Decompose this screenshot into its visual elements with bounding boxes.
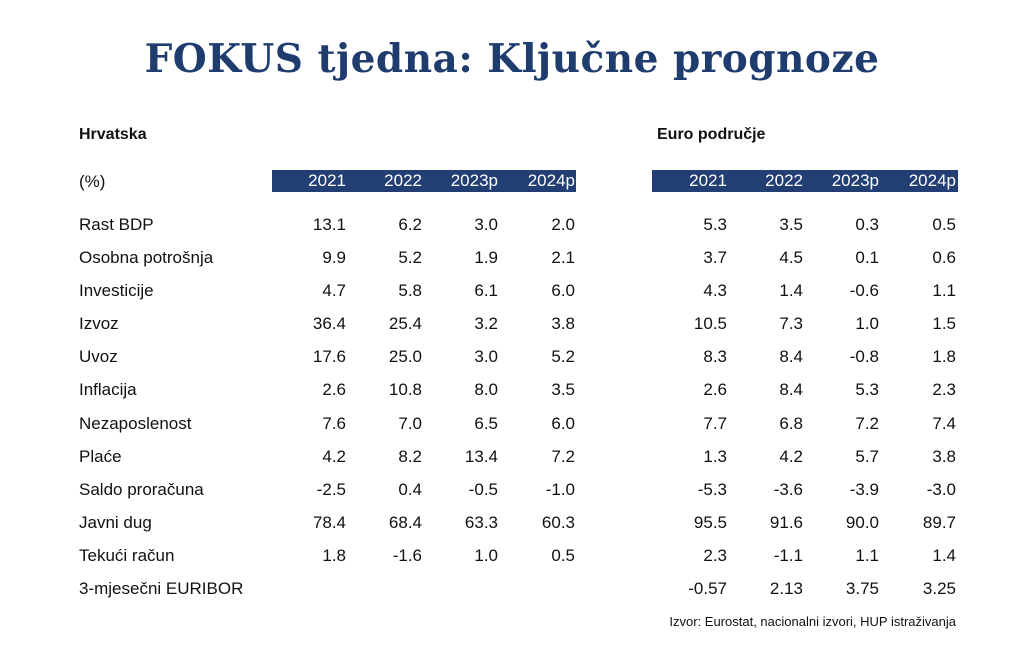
cell-hrvatska: 13.1 — [312, 215, 346, 234]
cell-euro: 0.5 — [932, 215, 956, 234]
forecast-table — [0, 211, 1024, 608]
cell-euro: 0.6 — [932, 248, 956, 268]
cell-hrvatska: 0.5 — [551, 545, 575, 565]
cell-euro: 95.5 — [693, 512, 727, 532]
row-label: Inflacija — [79, 380, 137, 400]
cell-hrvatska: -0.5 — [468, 479, 498, 499]
table-row — [0, 244, 1024, 277]
cell-hrvatska: 1.9 — [474, 248, 498, 268]
cell-hrvatska: 78.4 — [312, 512, 346, 532]
cell-euro: 4.5 — [779, 248, 803, 268]
cell-euro: 3.7 — [703, 248, 727, 268]
cell-hrvatska: 7.6 — [322, 413, 346, 433]
cell-hrvatska: 10.8 — [388, 380, 422, 400]
cell-hrvatska: 6.0 — [551, 281, 575, 301]
cell-hrvatska: 2.6 — [322, 380, 346, 400]
header-euro-1: 2022 — [765, 171, 803, 190]
cell-hrvatska: 3.0 — [474, 215, 498, 234]
page-title: FOKUS tjedna: Ključne prognoze — [144, 36, 880, 82]
cell-hrvatska: 60.3 — [541, 512, 575, 532]
cell-euro: 8.3 — [703, 347, 727, 367]
row-label: Rast BDP — [79, 215, 154, 234]
cell-euro: 4.2 — [779, 446, 803, 466]
source-note: Izvor: Eurostat, nacionalni izvori, HUP istraživanja — [669, 614, 956, 629]
cell-euro: 3.75 — [845, 579, 879, 599]
row-label: Izvoz — [79, 314, 119, 334]
table-row — [0, 443, 1024, 476]
row-label: Tekući račun — [79, 545, 175, 565]
cell-euro: 6.8 — [779, 413, 803, 433]
cell-euro: 7.3 — [779, 314, 803, 334]
cell-euro: 2.6 — [703, 380, 727, 400]
cell-euro: -0.6 — [849, 281, 879, 301]
cell-hrvatska: 36.4 — [312, 314, 346, 334]
cell-euro: 1.1 — [932, 281, 956, 301]
cell-euro: 7.7 — [703, 413, 727, 433]
cell-hrvatska: 0.4 — [398, 479, 422, 499]
cell-euro: 0.3 — [855, 215, 879, 234]
cell-euro: 90.0 — [845, 512, 879, 532]
row-label: Osobna potrošnja — [79, 248, 214, 268]
cell-euro: 1.4 — [779, 281, 803, 301]
cell-euro: 2.13 — [769, 579, 803, 599]
table-row — [0, 476, 1024, 509]
row-label: Javni dug — [79, 512, 152, 532]
cell-euro: 91.6 — [769, 512, 803, 532]
table-row — [0, 211, 1024, 244]
table-row — [0, 542, 1024, 575]
cell-hrvatska: 6.1 — [474, 281, 498, 301]
cell-hrvatska: 3.5 — [551, 380, 575, 400]
table-row — [0, 277, 1024, 310]
cell-euro: 5.7 — [855, 446, 879, 466]
cell-euro: 7.4 — [932, 413, 956, 433]
row-label: Saldo proračuna — [79, 479, 204, 499]
table-row — [0, 410, 1024, 443]
cell-euro: -3.9 — [849, 479, 879, 499]
header-euro-2: 2023p — [831, 171, 879, 190]
cell-hrvatska: -1.6 — [392, 545, 422, 565]
cell-euro: 2.3 — [703, 545, 727, 565]
cell-hrvatska: -2.5 — [316, 479, 346, 499]
row-label: Nezaposlenost — [79, 413, 192, 433]
cell-euro: 8.4 — [779, 380, 803, 400]
row-label: 3-mjesečni EURIBOR — [79, 579, 244, 599]
cell-hrvatska: 8.0 — [474, 380, 498, 400]
cell-euro: -1.1 — [773, 545, 803, 565]
cell-hrvatska: 68.4 — [388, 512, 422, 532]
cell-euro: 4.3 — [703, 281, 727, 301]
cell-hrvatska: 6.5 — [474, 413, 498, 433]
header-euro-3: 2024p — [908, 171, 956, 190]
cell-euro: -0.8 — [849, 347, 879, 367]
cell-hrvatska: 3.2 — [474, 314, 498, 334]
table-row — [0, 376, 1024, 409]
table-row — [0, 509, 1024, 542]
cell-hrvatska: 3.0 — [474, 347, 498, 367]
table-row — [0, 310, 1024, 343]
cell-hrvatska: 13.4 — [464, 446, 498, 466]
cell-hrvatska: 6.2 — [398, 215, 422, 234]
cell-euro: 3.8 — [932, 446, 956, 466]
header-hrvatska-1: 2022 — [384, 171, 422, 190]
section-label-euro-podrucje: Euro područje — [657, 126, 766, 143]
cell-hrvatska: 5.8 — [398, 281, 422, 301]
cell-euro: 1.8 — [932, 347, 956, 367]
cell-euro: 3.25 — [922, 579, 956, 599]
cell-hrvatska: 17.6 — [312, 347, 346, 367]
cell-hrvatska: 4.7 — [322, 281, 346, 301]
cell-euro: 1.5 — [932, 314, 956, 334]
header-hrvatska-3: 2024p — [527, 171, 575, 190]
cell-euro: 5.3 — [855, 380, 879, 400]
header-hrvatska-0: 2021 — [308, 171, 346, 190]
cell-hrvatska: 4.2 — [322, 446, 346, 466]
cell-hrvatska: 1.0 — [474, 545, 498, 565]
cell-hrvatska: 1.8 — [322, 545, 346, 565]
cell-euro: 2.3 — [932, 380, 956, 400]
cell-hrvatska: 6.0 — [551, 413, 575, 433]
cell-hrvatska: 7.2 — [551, 446, 575, 466]
cell-hrvatska: 25.4 — [388, 314, 422, 334]
cell-hrvatska: 5.2 — [551, 347, 575, 367]
cell-hrvatska: -1.0 — [545, 479, 575, 499]
cell-euro: 8.4 — [779, 347, 803, 367]
cell-hrvatska: 8.2 — [398, 446, 422, 466]
table-row — [0, 343, 1024, 376]
row-label: Plaće — [79, 446, 122, 466]
cell-euro: -3.6 — [773, 479, 803, 499]
cell-hrvatska: 25.0 — [388, 347, 422, 367]
row-label: Uvoz — [79, 347, 118, 367]
row-label: Investicije — [79, 281, 154, 301]
cell-euro: 10.5 — [693, 314, 727, 334]
section-label-hrvatska: Hrvatska — [79, 126, 147, 143]
cell-euro: 1.0 — [855, 314, 879, 334]
cell-hrvatska: 2.0 — [551, 215, 575, 234]
cell-euro: 0.1 — [855, 248, 879, 268]
cell-euro: -5.3 — [697, 479, 727, 499]
cell-euro: 89.7 — [922, 512, 956, 532]
cell-euro: 1.4 — [932, 545, 956, 565]
header-hrvatska-2: 2023p — [450, 171, 498, 190]
units-label: (%) — [79, 172, 106, 191]
cell-hrvatska: 7.0 — [398, 413, 422, 433]
cell-euro: -3.0 — [926, 479, 956, 499]
cell-euro: 1.1 — [855, 545, 879, 565]
cell-euro: 5.3 — [703, 215, 727, 234]
cell-hrvatska: 2.1 — [551, 248, 575, 268]
header-euro-0: 2021 — [689, 171, 727, 190]
cell-euro: 7.2 — [855, 413, 879, 433]
cell-hrvatska: 63.3 — [464, 512, 498, 532]
table-row — [0, 575, 1024, 608]
cell-euro: 1.3 — [703, 446, 727, 466]
cell-hrvatska: 9.9 — [322, 248, 346, 268]
cell-hrvatska: 5.2 — [398, 248, 422, 268]
cell-hrvatska: 3.8 — [551, 314, 575, 334]
cell-euro: -0.57 — [688, 579, 727, 599]
cell-euro: 3.5 — [779, 215, 803, 234]
